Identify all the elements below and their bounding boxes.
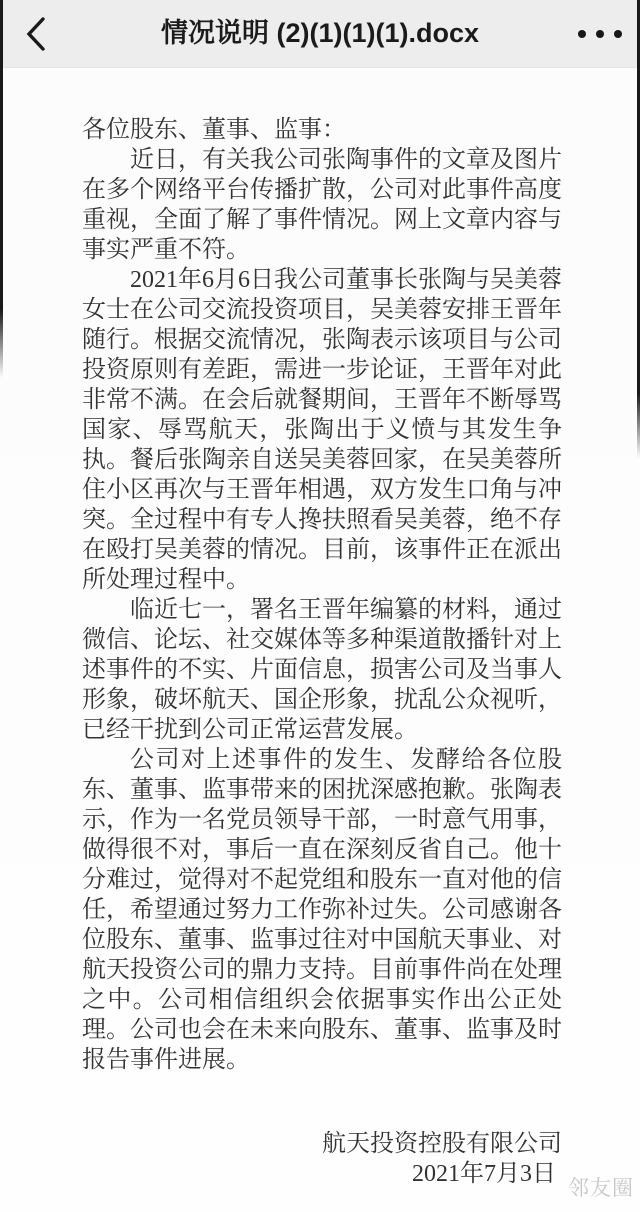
- signature-company: 航天投资控股有限公司: [322, 1131, 562, 1157]
- title-bar: [0, 0, 640, 68]
- back-button[interactable]: [14, 10, 58, 58]
- paragraph-1: 近日，有关我公司张陶事件的文章及图片在多个网络平台传播扩散，公司对此事件高度重视，全面了解了事件情况。网上文章内容与事实严重不符。: [82, 147, 562, 263]
- chevron-left-icon: [24, 15, 48, 53]
- paragraph-3: 临近七一，署名王晋年编纂的材料，通过微信、论坛、社交媒体等多种渠道散播针对上述事件的不实、片面信息，损害公司及当事人形象，破坏航天、国企形象，扰乱公众视听，已经干扰到公司正常运营发展。: [82, 597, 562, 743]
- more-options-button[interactable]: [574, 8, 626, 60]
- ellipsis-icon: [578, 30, 586, 38]
- salutation-line: 各位股东、董事、监事：: [82, 117, 346, 143]
- document-title: 情况说明 (2)(1)(1)(1).docx: [160, 18, 479, 48]
- photo-edge-artifact-left: [0, 0, 3, 378]
- document-view[interactable]: [0, 68, 640, 1212]
- ellipsis-icon: [614, 30, 622, 38]
- signature-block: [82, 1129, 562, 1189]
- signature-date: 2021年7月3日: [412, 1161, 556, 1187]
- watermark-text: 邻友圈: [568, 1177, 634, 1200]
- ellipsis-icon: [596, 30, 604, 38]
- paragraph-4: 公司对上述事件的发生、发酵给各位股东、董事、监事带来的困扰深感抱歉。张陶表示，作为一名党员领导干部，一时意气用事，做得很不对，事后一直在深刻反省自己。他十分难过，觉得对不起党组和股东一直对他的信任，希望通过努力工作弥补过失。公司感谢各位股东、董事、监事过往对中国航天事业、对航天投资公司的鼎力支持。目前事件尚在处理之中。公司相信组织会依据事实作出公正处理。公司也会在未来向股东、董事、监事及时报告事件进展。: [82, 747, 562, 1073]
- paragraph-2: 2021年6月6日我公司董事长张陶与吴美蓉女士在公司交流投资项目，吴美蓉安排王晋年随行。根据交流情况，张陶表示该项目与公司投资原则有差距，需进一步论证，王晋年对此非常不满。在会后就餐期间，王晋年不断辱骂国家、辱骂航天，张陶出于义愤与其发生争执。餐后张陶亲自送吴美蓉回家，在吴美蓉所住小区再次与王晋年相遇，双方发生口角与冲突。全过程中有专人搀扶照看吴美蓉，绝不存在殴打吴美蓉的情况。目前，该事件正在派出所处理过程中。: [82, 267, 562, 593]
